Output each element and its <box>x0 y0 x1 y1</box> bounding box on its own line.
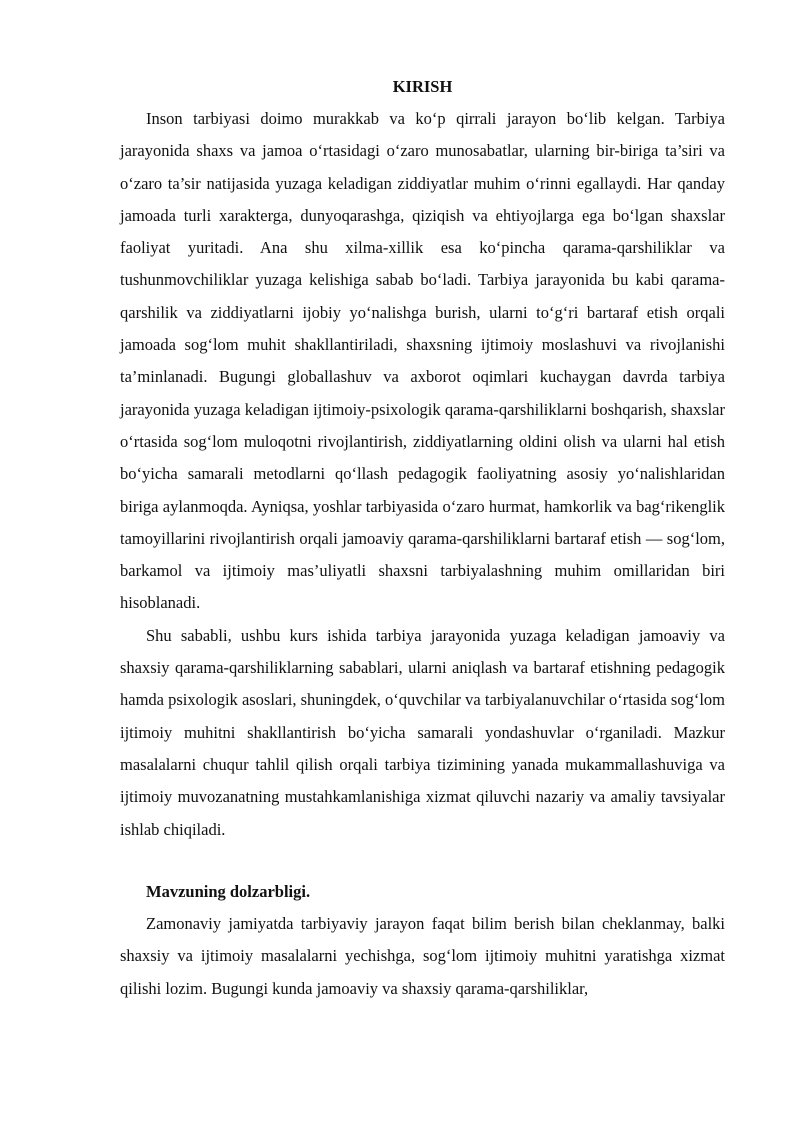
document-page <box>120 70 725 1005</box>
intro-paragraph-2: Shu sababli, ushbu kurs ishida tarbiya jarayonida yuzaga keladigan jamoaviy va shaxsiy qarama-qarshiliklarning sabablari, ularni aniqlash va bartaraf etishning pedagogik hamda psixologik asoslari, shuningdek, o‘quvchilar va tarbiyalanuvchilar o‘rtasida sog‘lom ijtimoiy muhitni shakllantirish bo‘yicha samarali yondashuvlar o‘rganiladi. Mazkur masalalarni chuqur tahlil qilish orqali tarbiya tizimining yanada mukammallashuviga va ijtimoiy muvozanatning mustahkamlanishiga xizmat qiluvchi nazariy va amaliy tavsiyalar ishlab chiqiladi. <box>120 625 725 839</box>
section-paragraph: Zamonaviy jamiyatda tarbiyaviy jarayon faqat bilim berish bilan cheklanmay, balki shaxsiy va ijtimoiy masalalarni yechishga, sog‘lom ijtimoiy muhitni yaratishga xizmat qilishi lozim. Bugungi kunda jamoaviy va shaxsiy qarama-qarshiliklar, <box>120 914 725 998</box>
section-spacer <box>120 846 725 876</box>
section-heading: Mavzuning dolzarbligi. <box>146 881 311 901</box>
page-title: KIRISH <box>392 77 453 96</box>
intro-paragraph-1: Inson tarbiyasi doimo murakkab va ko‘p qirrali jarayon bo‘lib kelgan. Tarbiya jarayonida shaxs va jamoa o‘rtasidagi o‘zaro munosabatlar, ularning bir-biriga ta’siri va o‘zaro ta’sir natijasida yuzaga keladigan ziddiyatlar muhim o‘rinni egallaydi. Har qanday jamoada turli xarakterga, dunyoqarashga, qiziqish va ehtiyojlarga ega bo‘lgan shaxslar faoliyat yuritadi. Ana shu xilma-xillik esa ko‘pincha qarama-qarshiliklar va tushunmovchiliklar yuzaga kelishiga sabab bo‘ladi. Tarbiya jarayonida bu kabi qarama-qarshilik va ziddiyatlarni ijobiy yo‘nalishga burish, ularni to‘g‘ri bartaraf etish orqali jamoada sog‘lom muhit shakllantiriladi, shaxsning ijtimoiy moslashuvi va rivojlanishi ta’minlanadi. Bugungi globallashuv va axborot oqimlari kuchaygan davrda tarbiya jarayonida yuzaga keladigan ijtimoiy-psixologik qarama-qarshiliklarni boshqarish, shaxslar o‘rtasida sog‘lom muloqotni rivojlantirish, ziddiyatlarning oldini olish va ularni hal etish bo‘yicha samarali metodlarni qo‘llash pedagogik faoliyatning asosiy yo‘nalishlaridan biriga aylanmoqda. Ayniqsa, yoshlar tarbiyasida o‘zaro hurmat, hamkorlik va bag‘rikenglik tamoyillarini rivojlantirish orqali jamoaviy qarama-qarshiliklarni bartaraf etish — sog‘lom, barkamol va ijtimoiy mas’uliyatli shaxsni tarbiyalashning muhim omillaridan biri hisoblanadi. <box>120 109 725 613</box>
